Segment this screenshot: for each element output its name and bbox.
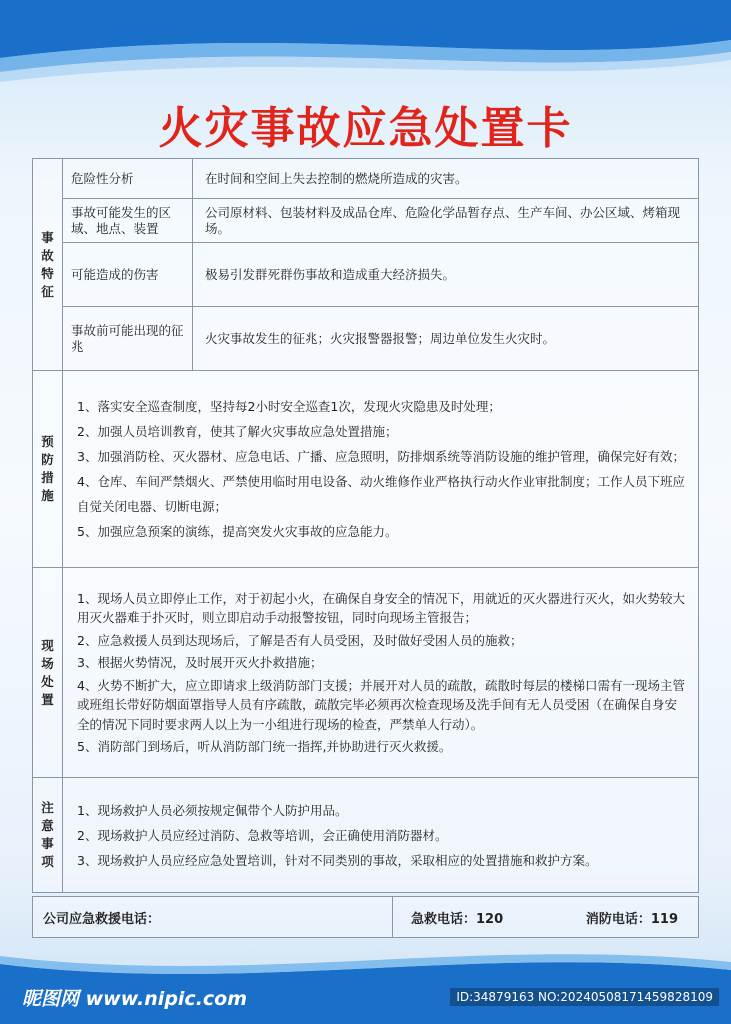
list-item: 3、根据火势情况，及时展开灭火扑救措施； xyxy=(77,655,323,670)
list-item: 3、加强消防栓、灭火器材、应急电话、广播、应急照明，防排烟系统等消防设施的维护管理，确保完好有效； xyxy=(77,449,685,464)
ambulance-phone: 急救电话：120 xyxy=(393,897,543,938)
footer-phones xyxy=(32,896,699,938)
feature-value: 极易引发群死群伤事故和造成重大经济损失。 xyxy=(193,243,699,307)
list-item: 1、现场人员立即停止工作，对于初起小火，在确保自身安全的情况下，用就近的灭火器进行灭火，如火势较大用灭火器难于扑灭时，则立即启动手动报警按钮，同时向现场主管报告； xyxy=(77,590,685,625)
watermark-logo: 昵图网 www.nipic.com xyxy=(22,988,248,1010)
watermark-id: ID:34879163 NO:20240508171459828109 xyxy=(450,988,719,1006)
emergency-card-table xyxy=(32,158,699,893)
list-item: 1、落实安全巡查制度，坚持每2小时安全巡查1次，发现火灾隐患及时处理； xyxy=(77,399,501,414)
notes-list xyxy=(63,778,699,893)
page-title: 火灾事故应急处置卡 xyxy=(158,103,573,154)
section-label-prevention: 预 防 措 施 xyxy=(33,371,63,568)
list-item: 4、仓库、车间严禁烟火、严禁使用临时用电设备、动火维修作业严格执行动火作业审批制度；工作人员下班应自觉关闭电器、切断电源； xyxy=(77,474,685,514)
list-item: 1、现场救护人员必须按规定佩带个人防护用品。 xyxy=(77,802,348,818)
feature-label: 可能造成的伤害 xyxy=(63,243,193,307)
feature-label: 事故前可能出现的征兆 xyxy=(63,307,193,371)
section-label-onsite: 现 场 处 置 xyxy=(33,568,63,778)
section-label-features: 事 故 特 征 xyxy=(33,159,63,371)
list-item: 5、消防部门到场后，听从消防部门统一指挥,并协助进行灭火救援。 xyxy=(77,739,452,754)
feature-label: 危险性分析 xyxy=(63,159,193,199)
fire-phone: 消防电话：119 xyxy=(543,897,699,938)
list-item: 2、现场救护人员应经过消防、急救等培训，会正确使用消防器材。 xyxy=(77,827,448,843)
list-item: 5、加强应急预案的演练，提高突发火灾事故的应急能力。 xyxy=(77,524,398,539)
company-phone-label: 公司应急救援电话： xyxy=(33,897,393,938)
top-wave-decoration xyxy=(0,0,731,90)
feature-label: 事故可能发生的区域、地点、装置 xyxy=(63,199,193,243)
section-label-notes: 注 意 事 项 xyxy=(33,778,63,893)
feature-value: 在时间和空间上失去控制的燃烧所造成的灾害。 xyxy=(193,159,699,199)
prevention-list xyxy=(63,371,699,568)
list-item: 3、现场救护人员应经应急处置培训，针对不同类别的事故，采取相应的处置措施和救护方案。 xyxy=(77,852,598,868)
onsite-list xyxy=(63,568,699,778)
feature-value: 公司原材料、包装材料及成品仓库、危险化学品暂存点、生产车间、办公区域、烤箱现场。 xyxy=(193,199,699,243)
list-item: 2、加强人员培训教育，使其了解火灾事故应急处置措施； xyxy=(77,424,398,439)
list-item: 4、火势不断扩大，应立即请求上级消防部门支援；并展开对人员的疏散，疏散时每层的楼梯口需有一现场主管或班组长带好防烟面罩指导人员有序疏散，疏散完毕必须再次检查现场及洗手间有无人员受困（在确保自身安全的情况下同时要求两人以上为一小组进行现场的检查，严禁单人行动）。 xyxy=(77,677,685,732)
feature-value: 火灾事故发生的征兆；火灾报警器报警；周边单位发生火灾时。 xyxy=(193,307,699,371)
list-item: 2、应急救援人员到达现场后，了解是否有人员受困，及时做好受困人员的施救； xyxy=(77,632,523,648)
